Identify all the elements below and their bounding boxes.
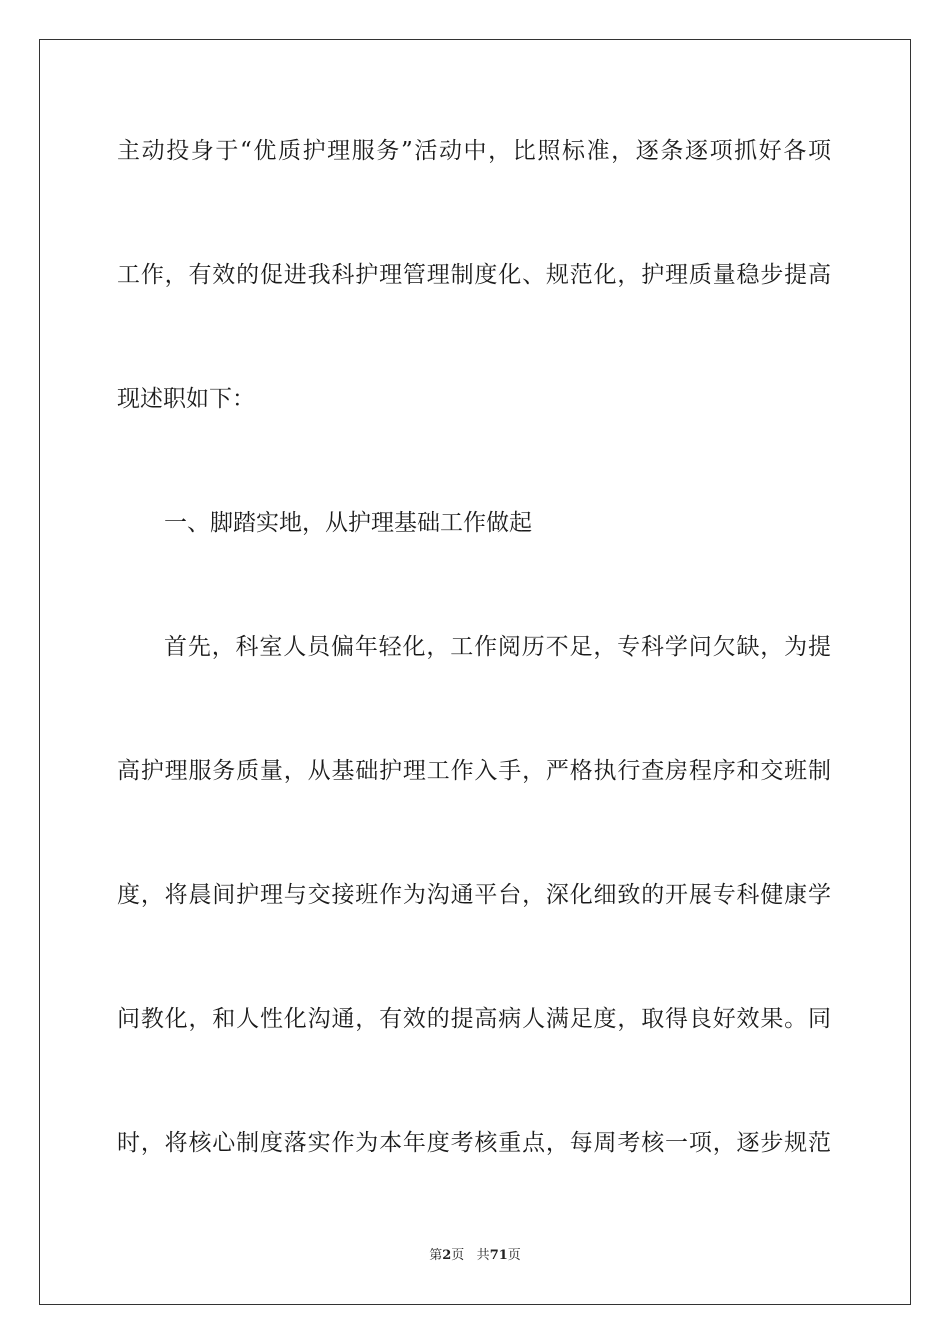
- paragraph-line: 度，将晨间护理与交接班作为沟通平台，深化细致的开展专科健康学: [117, 882, 831, 908]
- paragraph-line: 问教化，和人性化沟通，有效的提高病人满足度，取得良好效果。同: [117, 1006, 831, 1032]
- page-number: 2: [442, 1248, 452, 1263]
- paragraph-line: 高护理服务质量，从基础护理工作入手，严格执行查房程序和交班制: [117, 758, 831, 784]
- section-heading: 一、脚踏实地，从护理基础工作做起: [164, 510, 532, 536]
- page-border: [39, 39, 911, 1305]
- paragraph-line: 工作，有效的促进我科护理管理制度化、规范化，护理质量稳步提高: [117, 262, 831, 288]
- page-footer: [0, 1247, 950, 1265]
- page-prefix: 第: [429, 1248, 443, 1263]
- page-suffix: 页: [451, 1248, 465, 1263]
- total-prefix: 共: [476, 1248, 490, 1263]
- paragraph-line: 主动投身于“优质护理服务”活动中，比照标准，逐条逐项抓好各项: [117, 138, 831, 164]
- total-pages: 71: [489, 1248, 508, 1263]
- total-suffix: 页: [507, 1248, 521, 1263]
- paragraph-line: 首先，科室人员偏年轻化，工作阅历不足，专科学问欠缺，为提: [164, 634, 831, 660]
- paragraph-line: 现述职如下：: [117, 386, 255, 412]
- paragraph-line: 时，将核心制度落实作为本年度考核重点，每周考核一项，逐步规范: [117, 1130, 831, 1156]
